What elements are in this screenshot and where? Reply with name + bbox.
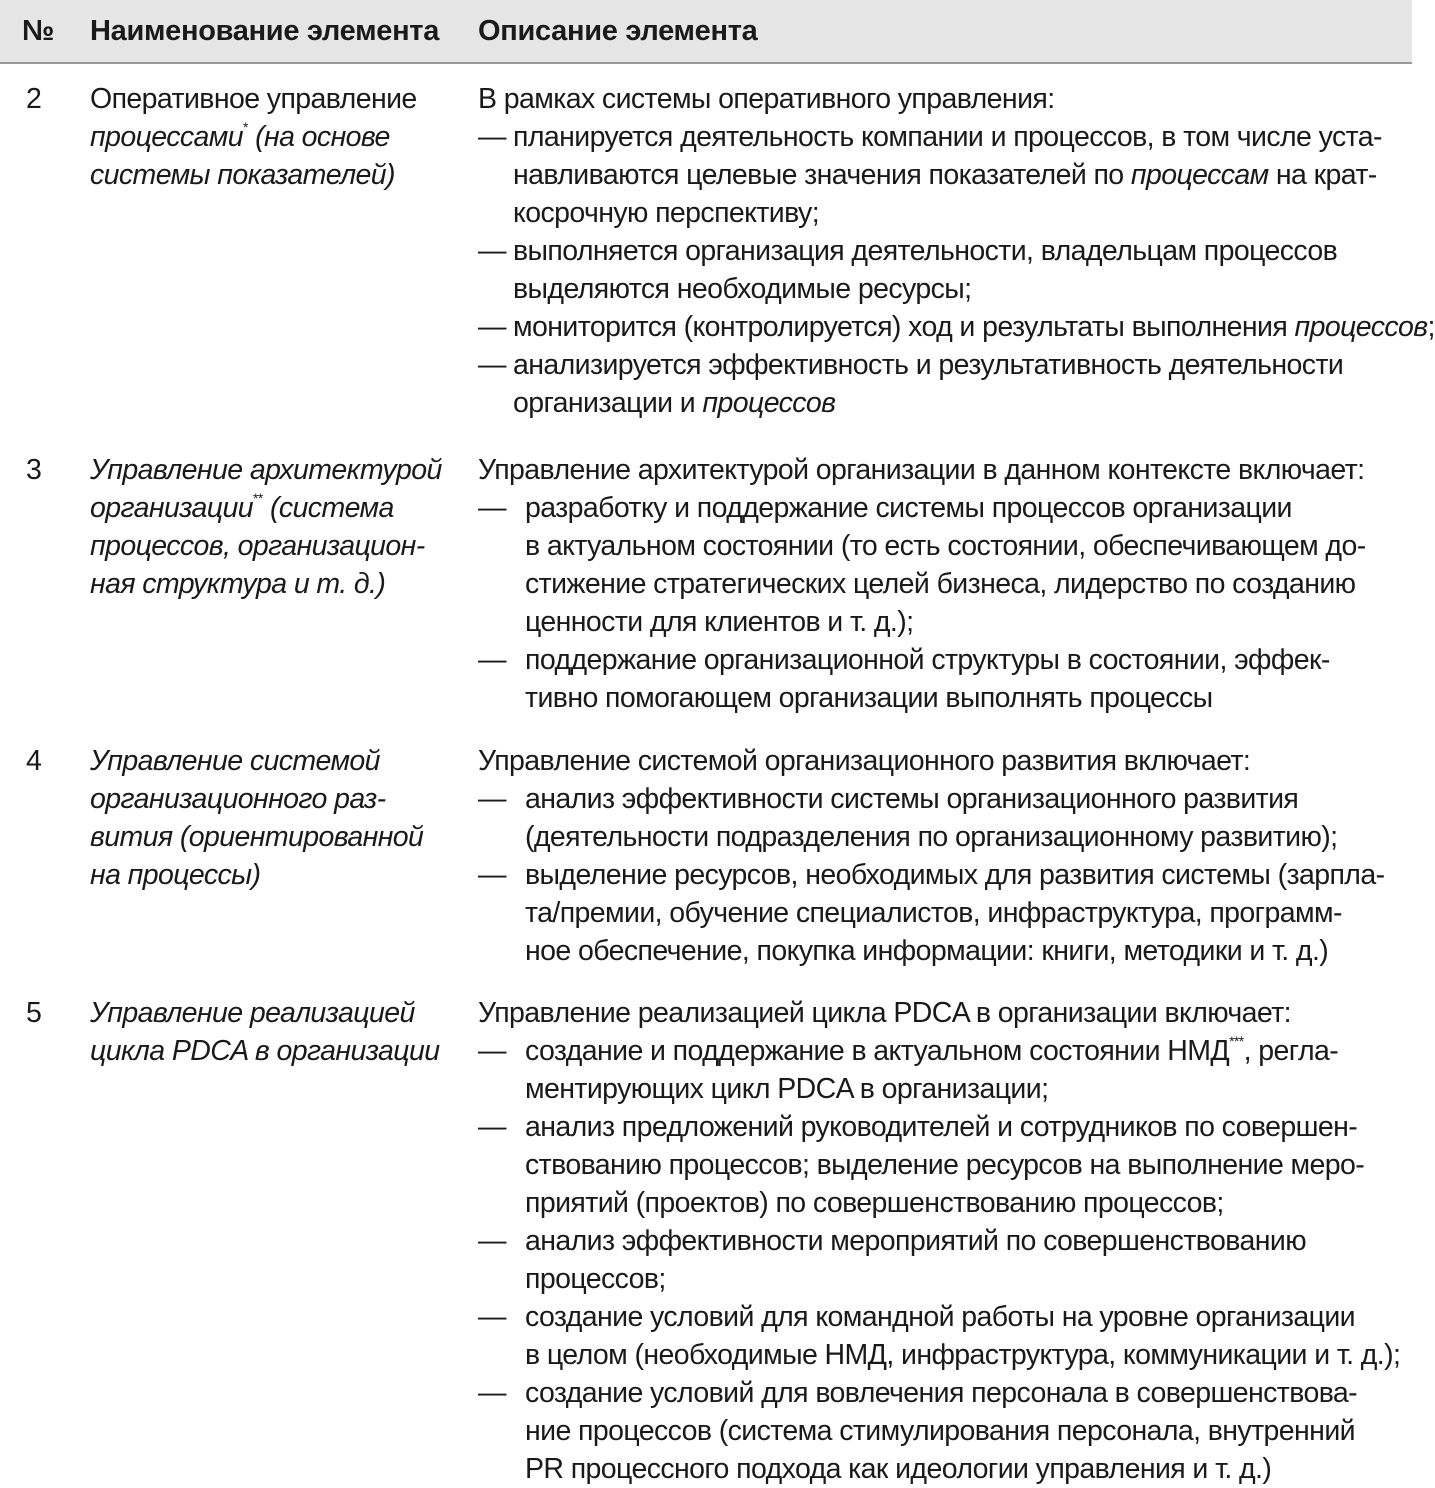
list-item: — создание условий для вовлечения персонала в совершенствова- ние процессов (система стимулирования персонала, внутренний PR процессного подхода как идеологии управления и т. д.) [478, 1377, 1358, 1485]
header-number: № [22, 15, 55, 47]
table-header [0, 0, 1412, 64]
footnote-mark: *** [1229, 1033, 1244, 1049]
element-name: Управление архитектурой организации** (система процессов, организацион- ная структура и т. д.) [90, 454, 442, 600]
header-element-description: Описание элемента [478, 15, 758, 47]
element-description [478, 994, 1403, 1488]
list-item: — разработку и поддержание системы процессов организации в актуальном состоянии (то есть состоянии, обеспечивающем до- стижение стратегических целей бизнеса, лидерство по созданию ценности для клиентов и т. д.); [478, 492, 1366, 638]
list-item: — анализ эффективности системы организационного развития (деятельности подразделения по организационному развитию); [478, 783, 1338, 853]
list-item: — мониторится (контролируется) ход и результаты выполнения процессов; [478, 311, 1435, 343]
row-number: 4 [26, 745, 42, 777]
row-number: 3 [26, 454, 42, 486]
footnote-mark: ** [253, 490, 263, 506]
footnote-mark: * [242, 119, 248, 135]
list-item: — анализ эффективности мероприятий по совершенствованию процессов; [478, 1225, 1306, 1295]
list-item: — выполняется организация деятельности, владельцам процессов выделяются необходимые ресурсы; [478, 235, 1338, 305]
element-description [478, 742, 1403, 970]
description-intro: Управление системой организационного развития включает: [478, 745, 1251, 777]
list-item: — анализ предложений руководителей и сотрудников по совершен- ствованию процессов; выделение ресурсов на выполнение меро- приятий (проектов) по совершенствованию процессов; [478, 1111, 1365, 1219]
list-item: — анализируется эффективность и результативность деятельности организации и процессов [478, 349, 1344, 419]
element-name: Оперативное управление процессами* (на основе системы показателей) [90, 83, 417, 191]
row-number: 2 [26, 83, 42, 115]
element-description [478, 451, 1403, 717]
description-intro: Управление реализацией цикла PDCA в организации включает: [478, 997, 1291, 1029]
header-element-name: Наименование элемента [90, 15, 440, 47]
element-name: Управление системой организационного раз- вития (ориентированной на процессы) [90, 745, 424, 891]
list-item: — создание и поддержание в актуальном состоянии НМД***, регла- ментирующих цикл PDCA в организации; [478, 1033, 1339, 1105]
list-item: — поддержание организационной структуры в состоянии, эффек- тивно помогающем организации выполнять процессы [478, 644, 1330, 714]
list-item: — выделение ресурсов, необходимых для развития системы (зарпла- та/премии, обучение специалистов, инфраструктура, программ- ное обеспечение, покупка информации: книги, методики и т. д.) [478, 859, 1385, 967]
row-number: 5 [26, 997, 42, 1029]
description-intro: В рамках системы оперативного управления: [478, 83, 1055, 115]
list-item: — планируется деятельность компании и процессов, в том числе уста- навливаются целевые значения показателей по процессам на крат- косрочную перспективу; [478, 121, 1382, 229]
description-intro: Управление архитектурой организации в данном контексте включает: [478, 454, 1365, 486]
element-name: Управление реализацией цикла PDCA в организации [90, 997, 440, 1067]
element-description [478, 80, 1435, 422]
list-item: — создание условий для командной работы на уровне организации в целом (необходимые НМД, инфраструктура, коммуникации и т. д.); [478, 1301, 1401, 1371]
